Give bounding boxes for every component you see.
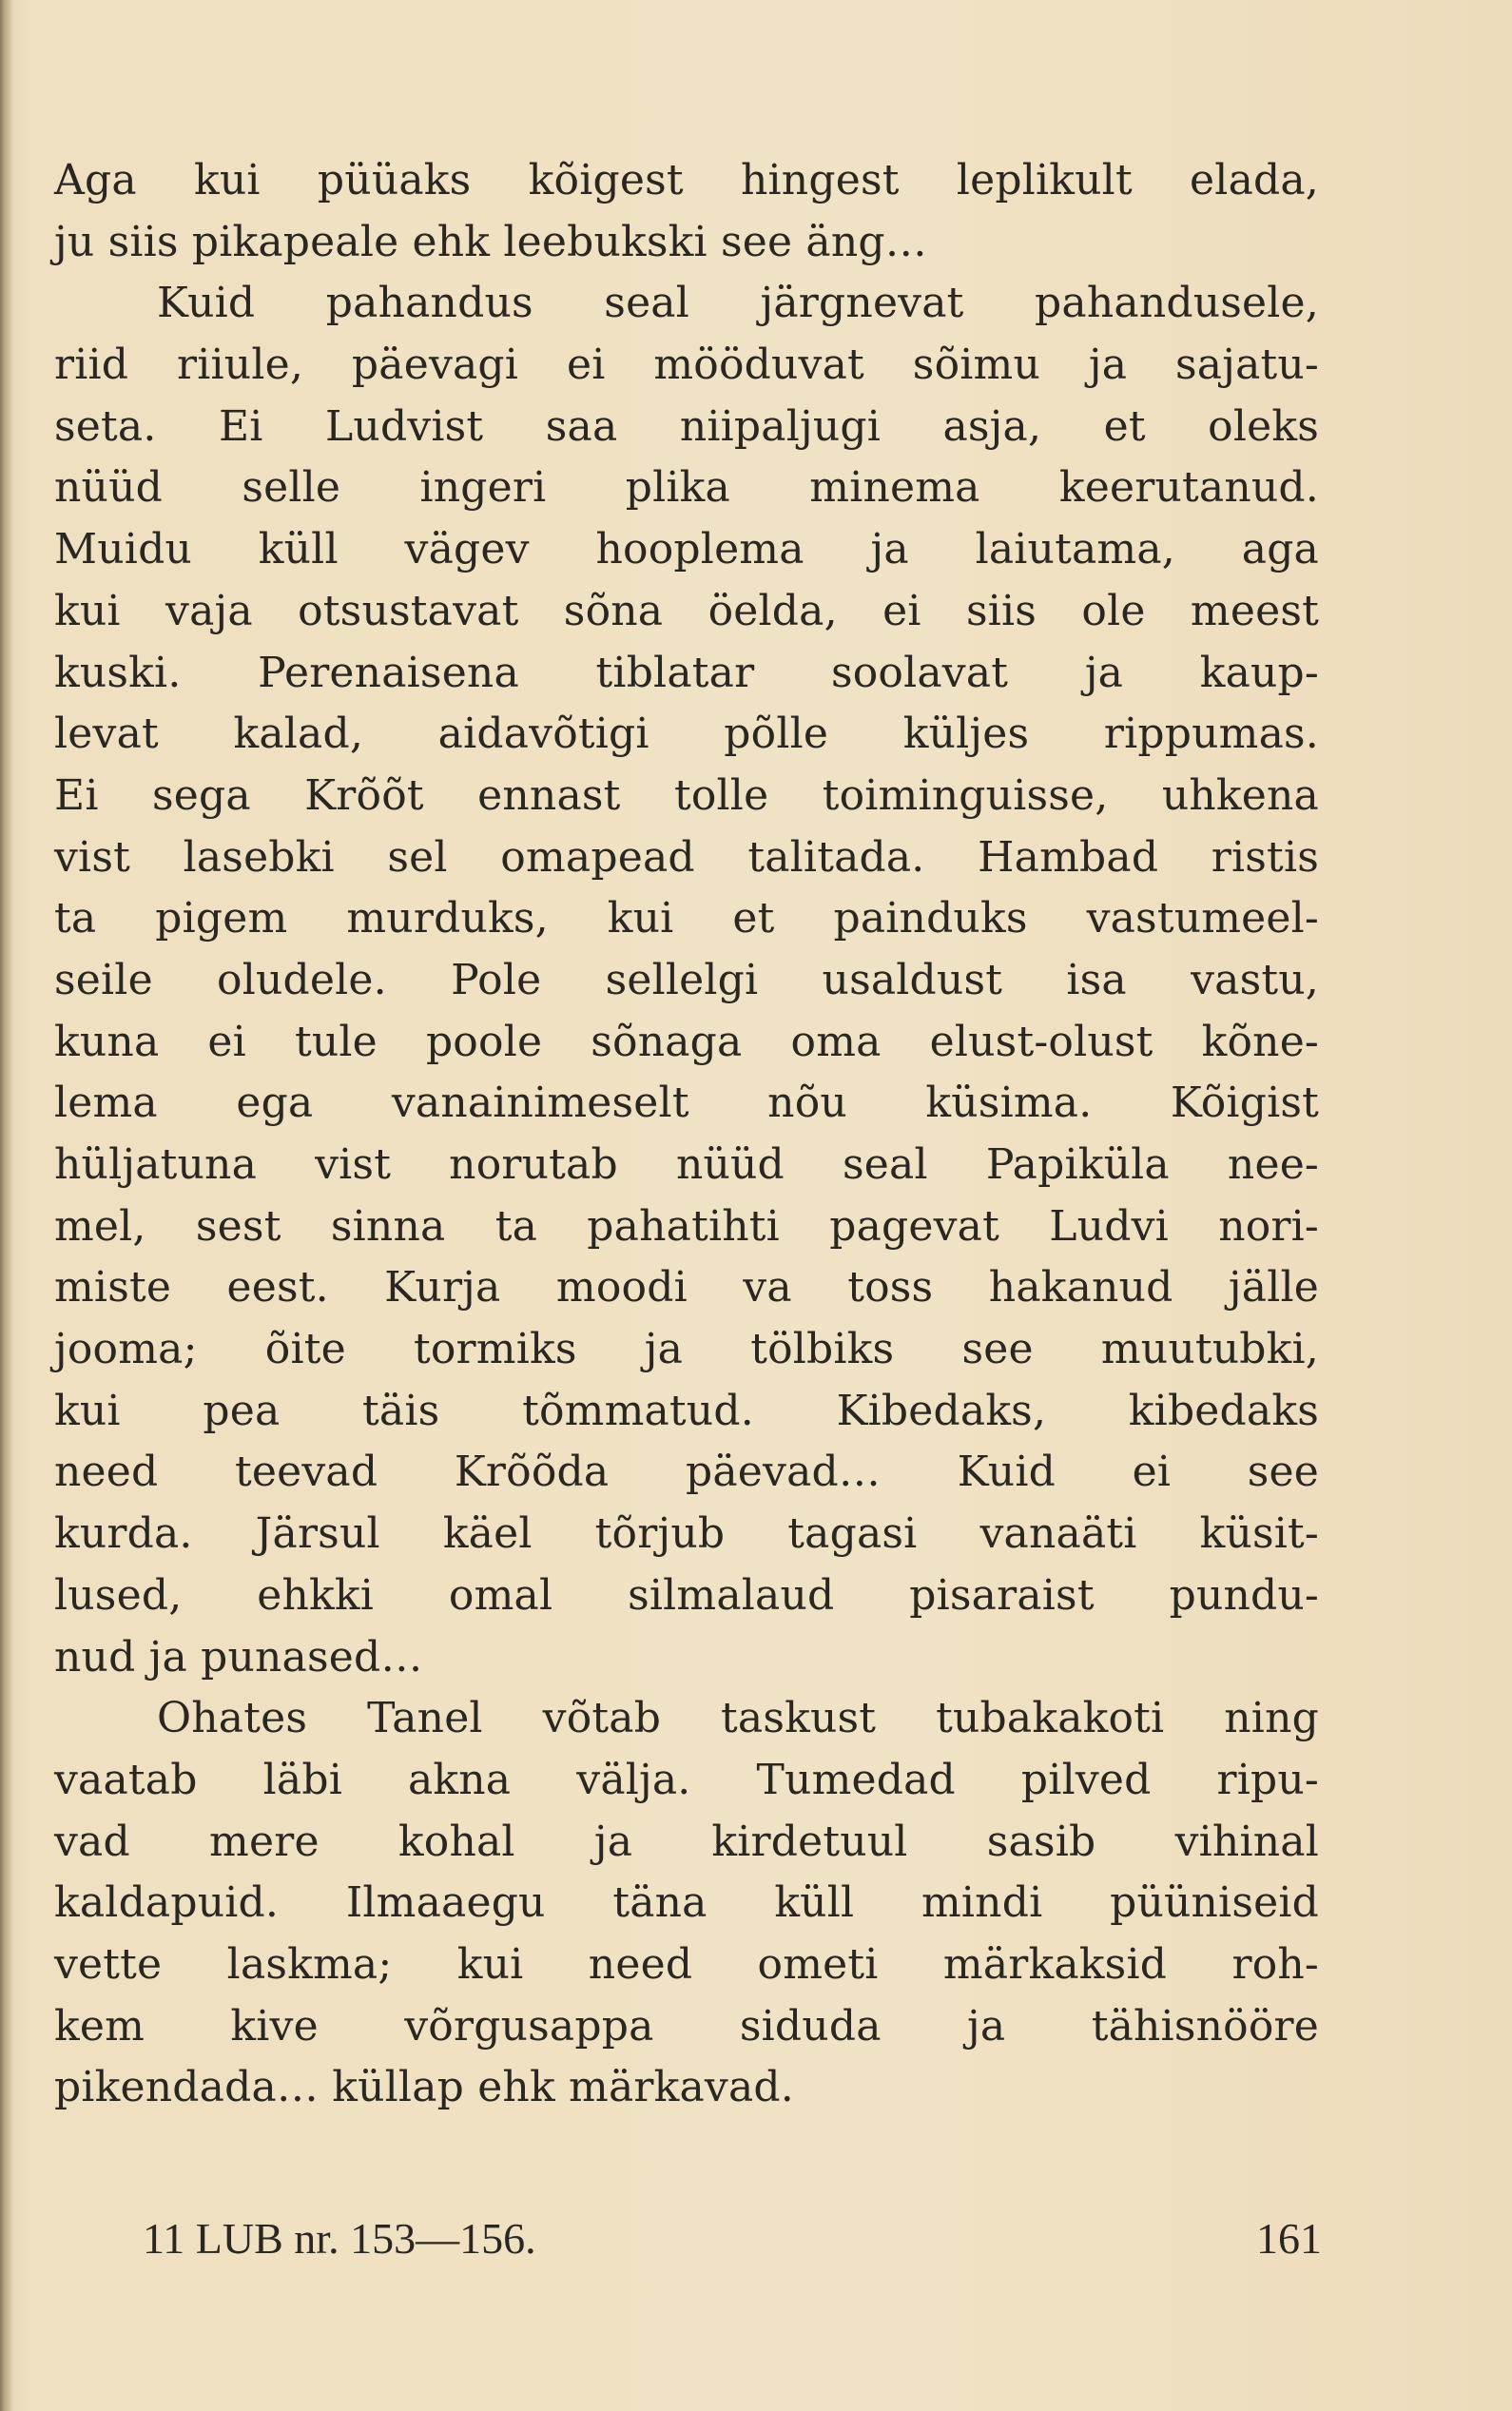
text-line: levat kalad, aidavõtigi põlle küljes rippumas.: [54, 710, 1319, 759]
text-line: Muidu küll vägev hooplema ja laiutama, aga: [54, 525, 1319, 574]
printer-signature: 11 LUB nr. 153—156.: [143, 2214, 536, 2263]
text-line: Aga kui püüaks kõigest hingest leplikult elada,: [54, 156, 1319, 204]
text-line: Ohates Tanel võtab taskust tubakakoti ning: [157, 1694, 1319, 1743]
text-line: vette laskma; kui need ometi märkaksid roh-: [54, 1939, 1319, 1989]
text-line: vad mere kohal ja kirdetuul sasib vihinal: [54, 1817, 1319, 1866]
text-line: ta pigem murduks, kui et painduks vastumeel-: [54, 894, 1319, 943]
text-line: Kuid pahandus seal järgnevat pahandusele,: [157, 279, 1319, 328]
text-line: seta. Ei Ludvist saa niipaljugi asja, et oleks: [54, 401, 1319, 451]
text-line: Ei sega Krõõt ennast tolle toiminguisse, uhkena: [54, 770, 1319, 820]
text-line: riid riiule, päevagi ei mööduvat sõimu ja sajatu-: [54, 340, 1319, 390]
text-line: mel, sest sinna ta pahatihti pagevat Ludvi nori-: [54, 1201, 1319, 1251]
body-text: [54, 150, 1319, 2119]
page-footer: [143, 2208, 1322, 2269]
text-line: ju siis pikapeale ehk leebukski see äng…: [54, 217, 927, 266]
text-line: kuna ei tule poole sõnaga oma elust-olust kõne-: [54, 1017, 1319, 1066]
text-line: nüüd selle ingeri plika minema keerutanud.: [54, 463, 1319, 513]
binding-shadow: [0, 0, 13, 2411]
text-line: jooma; õite tormiks ja tölbiks see muutubki,: [54, 1325, 1319, 1374]
text-line: kui pea täis tõmmatud. Kibedaks, kibedaks: [54, 1386, 1319, 1435]
text-line: lused, ehkki omal silmalaud pisaraist pundu-: [54, 1570, 1319, 1620]
page-number: 161: [1256, 2214, 1322, 2263]
text-line: miste eest. Kurja moodi va toss hakanud jälle: [54, 1263, 1319, 1312]
text-line: vist lasebki sel omapead talitada. Hambad ristis: [54, 832, 1319, 882]
text-line: pikendada… küllap ehk märkavad.: [54, 2063, 794, 2112]
text-line: lema ega vanainimeselt nõu küsima. Kõigist: [54, 1079, 1319, 1128]
text-line: kurda. Järsul käel tõrjub tagasi vanaäti küsit-: [54, 1509, 1319, 1559]
text-line: vaatab läbi akna välja. Tumedad pilved ripu-: [54, 1755, 1319, 1804]
text-line: kem kive võrgusappa siduda ja tähisnööre: [54, 2001, 1319, 2051]
text-line: hüljatuna vist norutab nüüd seal Papiküla nee-: [54, 1140, 1319, 1189]
text-line: need teevad Krõõda päevad… Kuid ei see: [54, 1448, 1319, 1497]
text-line: nud ja punased…: [54, 1632, 423, 1682]
text-line: kaldapuid. Ilmaaegu täna küll mindi püüniseid: [54, 1878, 1319, 1928]
text-line: kui vaja otsustavat sõna öelda, ei siis ole meest: [54, 586, 1319, 635]
text-line: kuski. Perenaisena tiblatar soolavat ja kaup-: [54, 648, 1319, 697]
text-line: seile oludele. Pole sellelgi usaldust isa vastu,: [54, 955, 1319, 1004]
